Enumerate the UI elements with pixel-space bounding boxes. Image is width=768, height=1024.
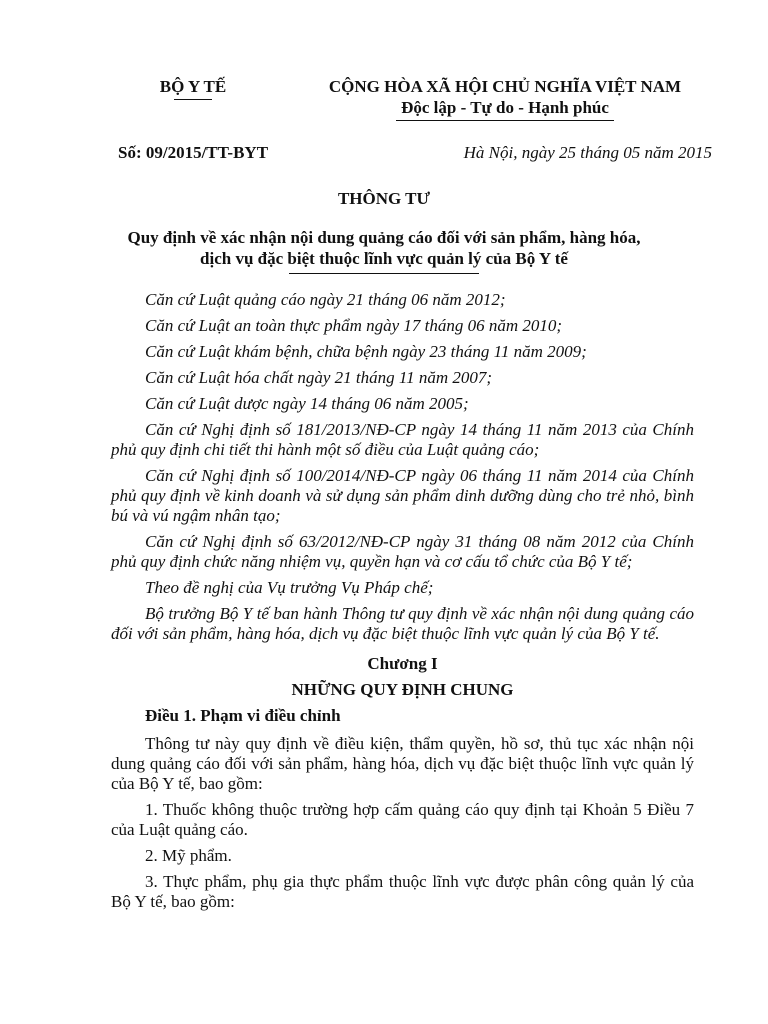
subtitle-line-2: dịch vụ đặc biệt thuộc lĩnh vực quản lý của Bộ Y tế <box>200 249 568 268</box>
preamble-item: Căn cứ Nghị định số 63/2012/NĐ-CP ngày 31 tháng 08 năm 2012 của Chính phủ quy định chức năng nhiệm vụ, quyền hạn và cơ cấu tổ chức của Bộ Y tế; <box>111 532 694 571</box>
chapter-number: Chương I <box>367 654 438 673</box>
preamble-item: Căn cứ Nghị định số 181/2013/NĐ-CP ngày 14 tháng 11 năm 2013 của Chính phủ quy định chi tiết thi hành một số điều của Luật quảng cáo; <box>111 420 694 459</box>
article-paragraph: 2. Mỹ phẩm. <box>145 846 232 865</box>
preamble-item: Căn cứ Luật quảng cáo ngày 21 tháng 06 năm 2012; <box>145 290 506 309</box>
national-header-block <box>300 76 710 121</box>
document-type: THÔNG TƯ <box>337 189 431 208</box>
preamble-item: Căn cứ Luật hóa chất ngày 21 tháng 11 năm 2007; <box>145 368 493 387</box>
document-subtitle <box>90 227 678 274</box>
motto-underline <box>396 120 614 121</box>
ministry-name: BỘ Y TẾ <box>159 77 227 96</box>
article-title: Điều 1. Phạm vi điều chỉnh <box>145 706 341 725</box>
preamble-item: Theo đề nghị của Vụ trưởng Vụ Pháp chế; <box>145 578 434 597</box>
subtitle-underline <box>289 273 479 274</box>
preamble-item: Căn cứ Luật dược ngày 14 tháng 06 năm 2005; <box>145 394 469 413</box>
national-motto: Độc lập - Tự do - Hạnh phúc <box>401 98 609 117</box>
document-body <box>111 290 694 918</box>
chapter-title: NHỮNG QUY ĐỊNH CHUNG <box>291 680 514 699</box>
document-number: Số: 09/2015/TT-BYT <box>118 143 269 162</box>
article-paragraph: 1. Thuốc không thuộc trường hợp cấm quảng cáo quy định tại Khoản 5 Điều 7 của Luật quảng cáo. <box>111 800 694 839</box>
preamble-item: Căn cứ Luật khám bệnh, chữa bệnh ngày 23 tháng 11 năm 2009; <box>145 342 587 361</box>
ministry-underline <box>174 99 212 100</box>
country-name: CỘNG HÒA XÃ HỘI CHỦ NGHĨA VIỆT NAM <box>328 77 682 96</box>
preamble-item: Bộ trưởng Bộ Y tế ban hành Thông tư quy định về xác nhận nội dung quảng cáo đối với sản phẩm, hàng hóa, dịch vụ đặc biệt thuộc lĩnh vực quản lý của Bộ Y tế. <box>111 604 694 643</box>
ministry-block <box>118 76 268 100</box>
subtitle-line-1: Quy định về xác nhận nội dung quảng cáo đối với sản phẩm, hàng hóa, <box>127 228 641 247</box>
preamble-item: Căn cứ Nghị định số 100/2014/NĐ-CP ngày 06 tháng 11 năm 2014 của Chính phủ quy định về kinh doanh và sử dụng sản phẩm dinh dưỡng dùng cho trẻ nhỏ, bình bú và vú ngậm nhân tạo; <box>111 466 694 525</box>
place-date: Hà Nội, ngày 25 tháng 05 năm 2015 <box>463 143 712 162</box>
article-paragraph: Thông tư này quy định về điều kiện, thẩm quyền, hồ sơ, thủ tục xác nhận nội dung quảng cáo đối với sản phẩm, hàng hóa, dịch vụ đặc biệt thuộc lĩnh vực quản lý của Bộ Y tế, bao gồm: <box>111 734 694 793</box>
preamble-item: Căn cứ Luật an toàn thực phẩm ngày 17 tháng 06 năm 2010; <box>145 316 563 335</box>
article-paragraph: 3. Thực phẩm, phụ gia thực phẩm thuộc lĩnh vực được phân công quản lý của Bộ Y tế, bao gồm: <box>111 872 694 911</box>
